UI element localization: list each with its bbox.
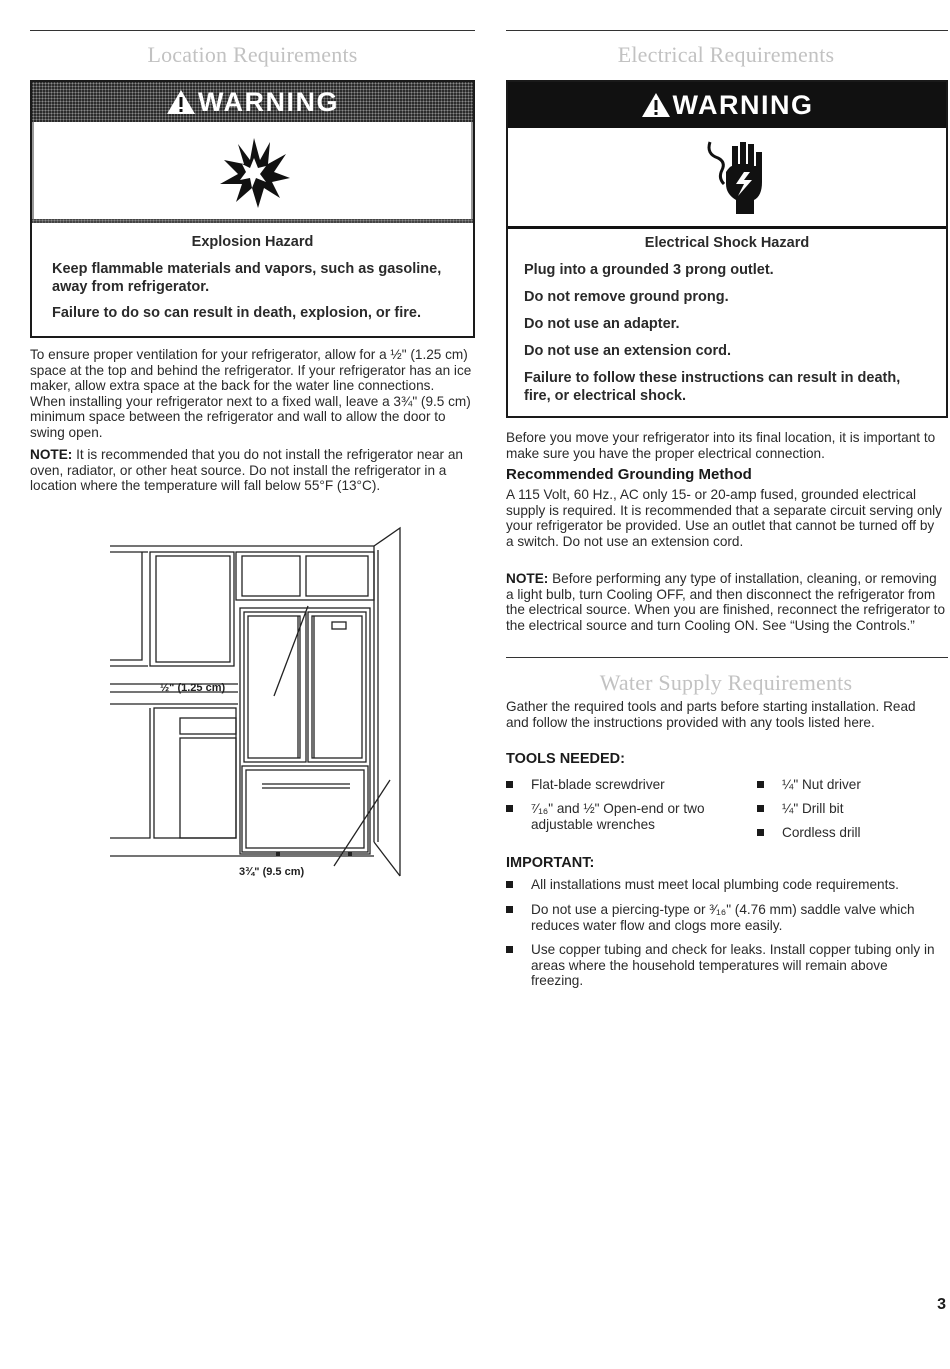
warning-triangle-icon <box>641 92 671 118</box>
hazard-text <box>32 234 473 322</box>
ventilation-paragraph: To ensure proper ventilation for your refrigerator, allow for a ½" (1.25 cm) space at the top and behind the refrigerator. If your refrigerator has an ice maker, allow extra space at the back for the water line connections. When installing your refrigerator next to a fixed wall, leave a 3¾" (9.5 cm) minimum space between the refrigerator and wall to allow the door to swing open. <box>30 347 472 440</box>
tools-heading: TOOLS NEEDED: <box>506 751 625 767</box>
hazard-line-1: Keep flammable materials and vapors, such as gasoline, away from refrigerator. <box>52 261 442 295</box>
top-rule-left <box>30 30 475 31</box>
section-title: Electrical Requirements <box>617 42 835 67</box>
grounding-paragraph: A 115 Volt, 60 Hz., AC only 15- or 20-amp fused, grounded electrical supply is required. It is recommended that a separate circuit serving only your refrigerator be provided. Use an outlet that cannot be turned off by a switch. Do not use an extension cord. <box>506 487 942 549</box>
warning-label: WARNING <box>672 89 814 120</box>
hazard-text <box>508 235 946 405</box>
explosion-warning-box <box>30 80 475 338</box>
warning-triangle-icon <box>166 89 196 115</box>
bullet-icon <box>757 805 764 812</box>
note-label: NOTE: <box>30 447 73 462</box>
section-title: Location Requirements <box>147 42 358 67</box>
explosion-icon-area <box>32 122 473 222</box>
hazard-line-4: Do not use an extension cord. <box>524 343 732 359</box>
hazard-line-5: Failure to follow these instructions can result in death, fire, or electrical shock. <box>524 370 901 404</box>
bullet-icon <box>506 781 513 788</box>
hazard-line-2: Do not remove ground prong. <box>524 289 729 305</box>
bullet-icon <box>757 781 764 788</box>
warning-label: WARNING <box>198 86 339 117</box>
clearance-diagram <box>108 526 408 886</box>
dotted-divider <box>32 219 473 223</box>
page-number: 3 <box>937 1296 946 1313</box>
note-text: Before performing any type of installation, cleaning, or removing a light bulb, turn Cooling OFF, and then disconnect the refrigerator from the electrical source. When you are finished, reconnect the refrigerator to the electrical source and turn Cooling ON. See “Using the Controls.” <box>506 571 946 633</box>
warning-header <box>32 82 473 122</box>
note-text: It is recommended that you do not install the refrigerator near an oven, radiator, or other heat source. Do not install the refrigerator in a location where the temperature will fall below 55°F (13°C). <box>30 447 463 494</box>
electrical-note <box>506 571 948 633</box>
note-label: NOTE: <box>506 571 549 586</box>
location-note <box>30 447 472 494</box>
explosion-icon <box>214 132 294 212</box>
bullet-icon <box>506 805 513 812</box>
top-rule-right <box>506 30 948 31</box>
hazard-line-2: Failure to do so can result in death, explosion, or fire. <box>52 305 422 321</box>
connection-paragraph: Before you move your refrigerator into its final location, it is important to make sure you have the proper electrical connection. <box>506 430 936 461</box>
bullet-icon <box>757 829 764 836</box>
warning-header <box>508 82 946 128</box>
water-section-rule <box>506 657 948 658</box>
bullet-icon <box>506 906 513 913</box>
top-clearance-label: ½" (1.25 cm) <box>160 682 226 694</box>
side-clearance-label: 3¾" (9.5 cm) <box>239 866 305 878</box>
grounding-heading: Recommended Grounding Method <box>506 466 752 483</box>
hazard-title: Electrical Shock Hazard <box>644 235 810 251</box>
bullet-icon <box>506 881 513 888</box>
water-section-title: Water Supply Requirements <box>599 670 853 695</box>
divider <box>508 226 946 229</box>
shock-warning-box <box>506 80 948 418</box>
electric-shock-hand-icon <box>704 138 774 218</box>
bullet-icon <box>506 946 513 953</box>
water-intro-paragraph: Gather the required tools and parts before starting installation. Read and follow the instructions provided with any tools listed here. <box>506 699 916 730</box>
hazard-line-3: Do not use an adapter. <box>524 316 680 332</box>
hazard-title: Explosion Hazard <box>191 234 314 250</box>
shock-icon-area <box>508 128 946 226</box>
important-heading: IMPORTANT: <box>506 855 595 871</box>
hazard-line-1: Plug into a grounded 3 prong outlet. <box>524 262 774 278</box>
